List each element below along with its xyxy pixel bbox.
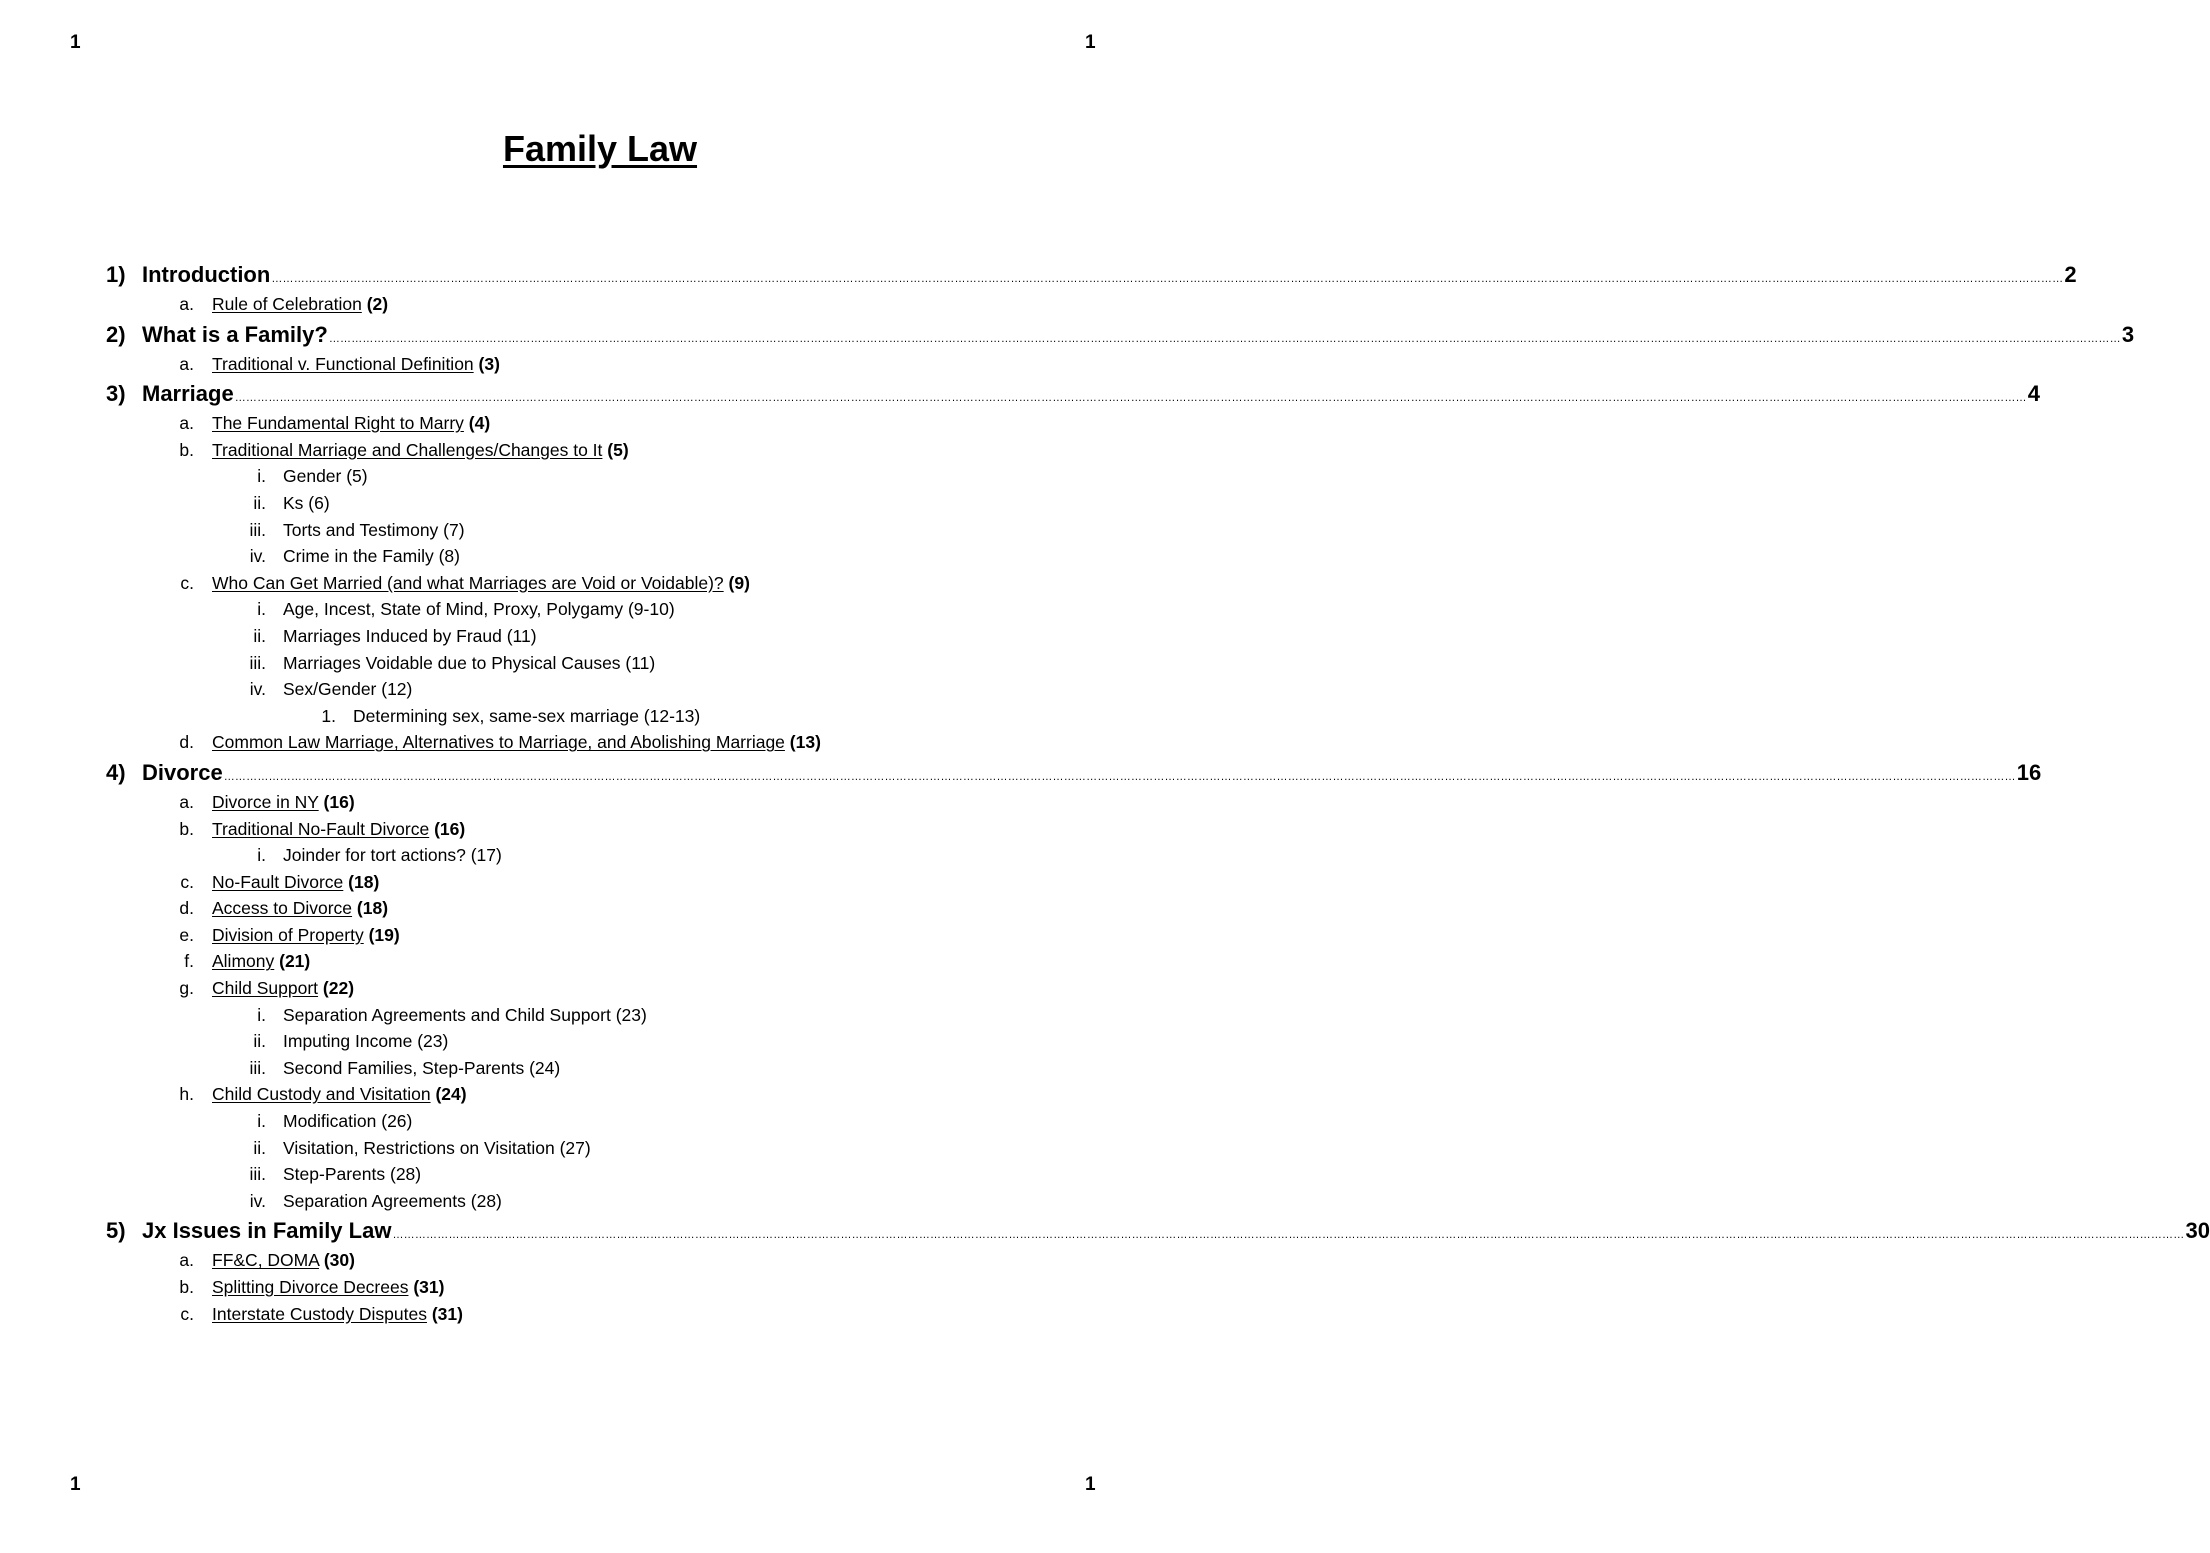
toc-topic: [0, 596, 1200, 623]
toc-topic: [0, 1188, 1200, 1215]
topic-entry: Visitation, Restrictions on Visitation (27): [283, 1137, 591, 1158]
toc-subsection: [0, 816, 1200, 843]
subsection-title: Divorce in NY: [212, 791, 319, 812]
list-marker: a.: [179, 294, 194, 314]
toc-topic: [0, 463, 1200, 490]
dot-leader: …………………………………………………………………………………………………………………………………………………………………………………………………………………………………………………………………………………………………………………………………………………………………………………………………………………………………………: [223, 770, 2016, 783]
toc-topic: [0, 1108, 1200, 1135]
subsection-page-number: (18): [356, 898, 389, 919]
toc-section: [106, 318, 2135, 351]
list-marker: iii.: [249, 652, 266, 673]
subsection-entry: [212, 437, 629, 464]
list-marker: iv.: [249, 679, 266, 700]
topic-entry: Separation Agreements (28): [283, 1190, 502, 1211]
subsection-entry: [212, 1301, 463, 1328]
subsection-page-number: (3): [478, 353, 500, 374]
list-marker: c.: [180, 1303, 194, 1324]
footer-page-number-left: 1: [70, 1474, 81, 1495]
toc-subsection: [0, 1081, 1200, 1108]
section-title: Jx Issues in Family Law: [142, 1218, 392, 1244]
list-marker: a.: [179, 791, 194, 812]
toc-section: [106, 258, 2077, 291]
subsection-title: Child Custody and Visitation: [212, 1084, 431, 1105]
topic-entry: Marriages Induced by Fraud (11): [283, 625, 537, 646]
dot-leader: …………………………………………………………………………………………………………………………………………………………………………………………………………………………………………………………………………………………………………………………………………………………………………………………………………………………………………: [328, 332, 2121, 345]
topic-entry: Imputing Income (23): [283, 1031, 449, 1052]
list-marker: i.: [257, 466, 266, 487]
subsection-entry: [212, 922, 400, 949]
subsection-title: Traditional v. Functional Definition: [212, 353, 474, 374]
toc-topic: [0, 623, 1200, 650]
list-marker: c.: [180, 871, 194, 892]
subsection-entry: [212, 1081, 467, 1108]
topic-entry: Crime in the Family (8): [283, 546, 460, 567]
toc-subsection: [0, 1301, 1200, 1328]
list-marker: i.: [257, 1111, 266, 1132]
subsection-page-number: (31): [413, 1277, 445, 1297]
subsection-page-number: (5): [607, 439, 629, 460]
subsection-title: Child Support: [212, 978, 319, 999]
section-title: Introduction: [142, 262, 271, 287]
toc-subsection: [0, 351, 1200, 378]
document-title: Family Law: [502, 128, 698, 169]
list-marker: b.: [179, 1277, 194, 1297]
list-marker: i.: [257, 1004, 266, 1025]
topic-entry: Torts and Testimony (7): [283, 519, 465, 540]
toc-subsection: [0, 729, 1200, 756]
subsection-title: Access to Divorce: [212, 898, 353, 919]
toc-topic: [0, 1055, 1200, 1082]
toc-topic: [0, 650, 1200, 677]
list-marker: a.: [179, 1250, 194, 1271]
toc-section: [106, 1214, 2210, 1247]
toc-topic: [0, 676, 1200, 703]
section-page-number: 30: [2185, 1218, 2210, 1244]
section-number: 4): [106, 759, 126, 785]
topic-entry: Separation Agreements and Child Support (23): [283, 1004, 647, 1025]
subsection-title: Traditional Marriage and Challenges/Changes to It: [212, 439, 603, 460]
subsection-title: Division of Property: [212, 924, 364, 945]
list-marker: iv.: [249, 546, 266, 567]
table-of-contents: [0, 258, 2210, 1327]
subsection-page-number: (22): [322, 978, 355, 999]
section-page-number: 3: [2121, 321, 2135, 347]
subsection-entry: [212, 948, 310, 975]
subsection-page-number: (18): [348, 871, 380, 892]
section-page-number: 2: [2064, 262, 2077, 287]
subsection-page-number: (31): [431, 1303, 463, 1324]
list-marker: 1.: [321, 705, 336, 726]
list-marker: iii.: [249, 1057, 266, 1078]
toc-subsection: [0, 975, 1200, 1002]
list-marker: e.: [179, 924, 194, 945]
subsection-page-number: (24): [435, 1084, 467, 1105]
subsection-entry: [212, 869, 379, 896]
topic-entry: Age, Incest, State of Mind, Proxy, Polygamy (9-10): [283, 599, 675, 620]
toc-subsection: [0, 570, 1200, 597]
topic-entry: Sex/Gender (12): [283, 679, 413, 700]
list-marker: b.: [179, 818, 194, 839]
toc-subsection: [0, 922, 1200, 949]
section-title: What is a Family?: [142, 321, 328, 347]
list-marker: b.: [179, 439, 194, 460]
subsection-entry: [212, 816, 465, 843]
subsection-title: Interstate Custody Disputes: [212, 1303, 427, 1324]
list-marker: i.: [257, 599, 266, 620]
subsection-entry: [212, 291, 388, 318]
subsection-entry: [212, 410, 490, 437]
subsection-page-number: (9): [728, 572, 750, 593]
list-marker: iii.: [249, 1164, 266, 1185]
topic-entry: Gender (5): [283, 466, 368, 487]
list-marker: f.: [184, 951, 194, 972]
toc-topic: [0, 1002, 1200, 1029]
list-marker: iv.: [249, 1190, 266, 1211]
subsection-title: Splitting Divorce Decrees: [212, 1277, 409, 1297]
subsection-title: Alimony: [212, 951, 275, 972]
subsection-title: The Fundamental Right to Marry: [212, 413, 464, 434]
toc-subsection: [0, 869, 1200, 896]
subtopic-entry: Determining sex, same-sex marriage (12-13): [353, 705, 701, 726]
list-marker: ii.: [253, 625, 266, 646]
toc-subsection: [0, 410, 1200, 437]
toc-topic: [0, 842, 1200, 869]
list-marker: a.: [179, 413, 194, 434]
subsection-page-number: (4): [468, 413, 491, 434]
list-marker: ii.: [253, 1137, 266, 1158]
topic-entry: Ks (6): [283, 492, 330, 513]
topic-entry: Modification (26): [283, 1111, 413, 1132]
toc-topic: [0, 490, 1200, 517]
topic-entry: Step-Parents (28): [283, 1164, 422, 1185]
toc-topic: [0, 517, 1200, 544]
toc-subsection: [0, 948, 1200, 975]
subsection-title: FF&C, DOMA: [212, 1250, 319, 1271]
section-number: 1): [106, 262, 126, 287]
subsection-page-number: (21): [279, 951, 311, 972]
toc-subsection: [0, 291, 1200, 318]
toc-subsection: [0, 1274, 1200, 1301]
toc-subsection: [0, 1247, 1200, 1274]
list-marker: c.: [180, 572, 194, 593]
subsection-page-number: (16): [323, 791, 355, 812]
list-marker: ii.: [253, 492, 266, 513]
toc-section: [106, 377, 2040, 410]
toc-subsection: [0, 437, 1200, 464]
topic-entry: Joinder for tort actions? (17): [283, 845, 502, 866]
section-page-number: 4: [2027, 381, 2040, 407]
header-page-number-left: 1: [70, 32, 81, 53]
subsection-entry: [212, 570, 750, 597]
toc-subsection: [0, 895, 1200, 922]
subsection-entry: [212, 351, 500, 378]
subsection-title: Rule of Celebration: [212, 294, 362, 314]
subsection-entry: [212, 1247, 355, 1274]
dot-leader: …………………………………………………………………………………………………………………………………………………………………………………………………………………………………………………………………………………………………………………………………………………………………………………………………………………………………………: [392, 1229, 2185, 1242]
subsection-page-number: (13): [789, 732, 821, 753]
list-marker: iii.: [249, 519, 266, 540]
list-marker: i.: [257, 845, 266, 866]
subsection-entry: [212, 895, 388, 922]
footer-page-number-right: 1: [1085, 1474, 1096, 1495]
list-marker: a.: [179, 353, 194, 374]
subsection-entry: [212, 1274, 444, 1301]
subsection-title: Traditional No-Fault Divorce: [212, 818, 430, 839]
subsection-entry: [212, 975, 354, 1002]
section-number: 3): [106, 381, 126, 407]
toc-topic: [0, 543, 1200, 570]
list-marker: ii.: [253, 1031, 266, 1052]
subsection-entry: [212, 729, 821, 756]
dot-leader: …………………………………………………………………………………………………………………………………………………………………………………………………………………………………………………………………………………………………………………………………………………………………………………………………………………………………………: [271, 273, 2064, 285]
subsection-title: Who Can Get Married (and what Marriages are Void or Voidable)?: [212, 572, 724, 593]
subsection-title: Common Law Marriage, Alternatives to Marriage, and Abolishing Marriage: [212, 732, 785, 753]
toc-topic: [0, 1135, 1200, 1162]
list-marker: g.: [179, 978, 194, 999]
header-page-number-right: 1: [1085, 32, 1096, 53]
toc-section: [106, 756, 2042, 789]
list-marker: h.: [179, 1084, 194, 1105]
list-marker: d.: [179, 898, 194, 919]
toc-subtopic: [0, 703, 1200, 730]
section-page-number: 16: [2016, 759, 2042, 785]
section-number: 5): [106, 1218, 126, 1244]
subsection-page-number: (19): [368, 924, 400, 945]
dot-leader: …………………………………………………………………………………………………………………………………………………………………………………………………………………………………………………………………………………………………………………………………………………………………………………………………………………………………………: [234, 392, 2027, 405]
subsection-page-number: (16): [434, 818, 466, 839]
list-marker: d.: [179, 732, 194, 753]
subsection-entry: [212, 789, 355, 816]
toc-topic: [0, 1161, 1200, 1188]
section-title: Divorce: [142, 759, 223, 785]
section-number: 2): [106, 321, 126, 347]
section-title: Marriage: [142, 381, 234, 407]
toc-subsection: [0, 789, 1200, 816]
topic-entry: Second Families, Step-Parents (24): [283, 1057, 561, 1078]
toc-topic: [0, 1028, 1200, 1055]
subsection-page-number: (30): [323, 1250, 355, 1271]
subsection-title: No-Fault Divorce: [212, 871, 344, 892]
subsection-page-number: (2): [366, 294, 389, 314]
topic-entry: Marriages Voidable due to Physical Causes (11): [283, 652, 656, 673]
